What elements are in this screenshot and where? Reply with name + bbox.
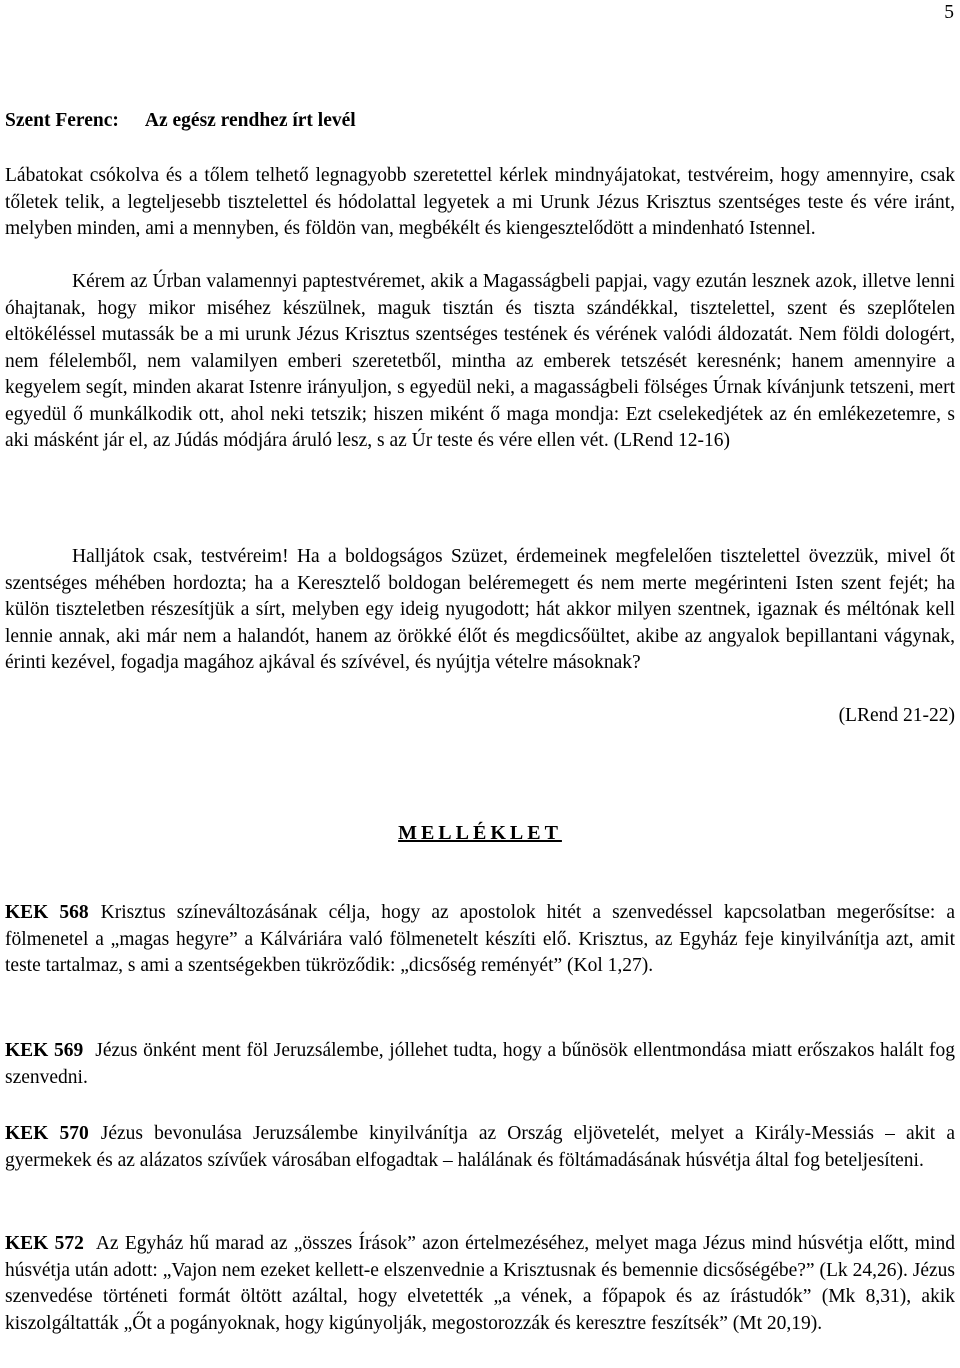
kek-568 — [5, 900, 955, 980]
paragraph-1: Lábatokat csókolva és a tőlem telhető legnagyobb szeretettel kérlek mindnyájatokat, testvéreim, hogy amennyire, csak tőletek telik, a legteljesebb tisztelettel és hódolattal legyetek a mi Urunk Jézus Krisztus szentséges teste és vére iránt, melyben minden, ami a mennyben, és földön van, megbékélt és kiengesztelődött a mindenható Istennel. — [5, 165, 955, 239]
kek-text: Az Egyház hű marad az „összes Írások” azon értelmezéséhez, melyet maga Jézus mind húsvétja előtt, mind húsvétja után adott: „Vajon nem ezeket kellett-e elszenvednie a Krisztusnak és bemennie dicsőségébe?” (Lk 24,26). Jézus szenvedése történeti formát öltött azáltal, hogy elvetették „a vének, a főpapok és az írástudók” (Mk 8,31), akik kiszolgáltatták „Őt a pogányoknak, hogy kigúnyolják, megostorozzák és keresztre feszítsék” (Mt 20,19). — [5, 1233, 956, 1334]
page-number: 5 — [944, 2, 954, 23]
kek-label: KEK 570 — [5, 1123, 89, 1144]
kek-text: Jézus önként ment föl Jeruzsálembe, jóllehet tudta, hogy a bűnösök ellentmondása miatt erőszakos halált fog szenvedni. — [5, 1040, 956, 1088]
paragraph-2: Kérem az Úrban valamennyi paptestvéremet, akik a Magasságbeli papjai, vagy ezután lesznek azok, illetve lenni óhajtanak, hogy mikor miséhez készülnek, maguk tisztán és tiszta szándékkal, tisztelettel, szent és szeplőtelen eltökéléssel mutassák be a mi urunk Jézus Krisztus szentséges testének és vérének valódi áldozatát. Nem földi dologért, nem félelemből, nem valamilyen emberi szeretetből, mintha az emberek tetszését keresnénk; hanem amennyire a kegyelem segít, minden akarat Istenre irányuljon, s egyedül neki, a magasságbeli fölséges Úrnak kívánjunk tetszeni, mert egyedül ő munkálkodik ott, ahol neki tetszik; hiszen miként ő maga mondja: Ezt cselekedjétek az én emlékezetemre, s aki másként jár el, az Júdás módjára áruló lesz, s az Úr teste és vére ellen vét. (LRend 12-16) — [5, 271, 955, 451]
kek-569 — [5, 1038, 955, 1091]
heading-title: Az egész rendhez írt levél — [144, 110, 356, 131]
letter-heading — [5, 110, 356, 132]
kek-label: KEK 568 — [5, 902, 89, 923]
kek-text: Jézus bevonulása Jeruzsálembe kinyilvánítja az Ország eljövetelét, melyet a Király-Messiás – akit a gyermekek és az alázatos szívűek városában elfogadtak – halálának és föltámadásának húsvétja által fog beteljesíteni. — [5, 1123, 956, 1171]
kek-label: KEK 572 — [5, 1233, 84, 1254]
appendix-title: MELLÉKLET — [398, 822, 562, 844]
paragraph-3: Halljátok csak, testvéreim! Ha a boldogságos Szüzet, érdemeinek megfelelően tisztelettel övezzük, mivel őt szentséges méhében hordozta; ha a Keresztelő boldogan beléremegett és nem merte megérinteni Isten szent fejét; ha külön tiszteletben részesítjük a sírt, melyben egy ideig nyugodott; hát akkor milyen szentnek, igaznak és méltónak kell lennie annak, aki már nem a halandót, hanem az örökké élőt és megdicsőültet, akibe az angyalok bepillantani vágynak, érinti kezével, fogadja magához ajkával és szívével, és nyújtja vételre másoknak? — [5, 546, 955, 673]
kek-text: Krisztus színeváltozásának célja, hogy az apostolok hitét a szenvedéssel kapcsolatban megerősítse: a fölmenetel a „magas hegyre” a Kálváriára való fölmenetelt készíti elő. Krisztus, az Egyház feje kinyilvánítja azt, amit teste tartalmaz, s ami a szentségekben tükröződik: „dicsőség reményét” (Kol 1,27). — [5, 902, 956, 976]
paragraph-reference: (LRend 21-22) — [838, 705, 955, 726]
kek-label: KEK 569 — [5, 1040, 84, 1061]
kek-570 — [5, 1121, 955, 1174]
heading-author: Szent Ferenc: — [5, 110, 119, 131]
kek-572 — [5, 1231, 955, 1337]
